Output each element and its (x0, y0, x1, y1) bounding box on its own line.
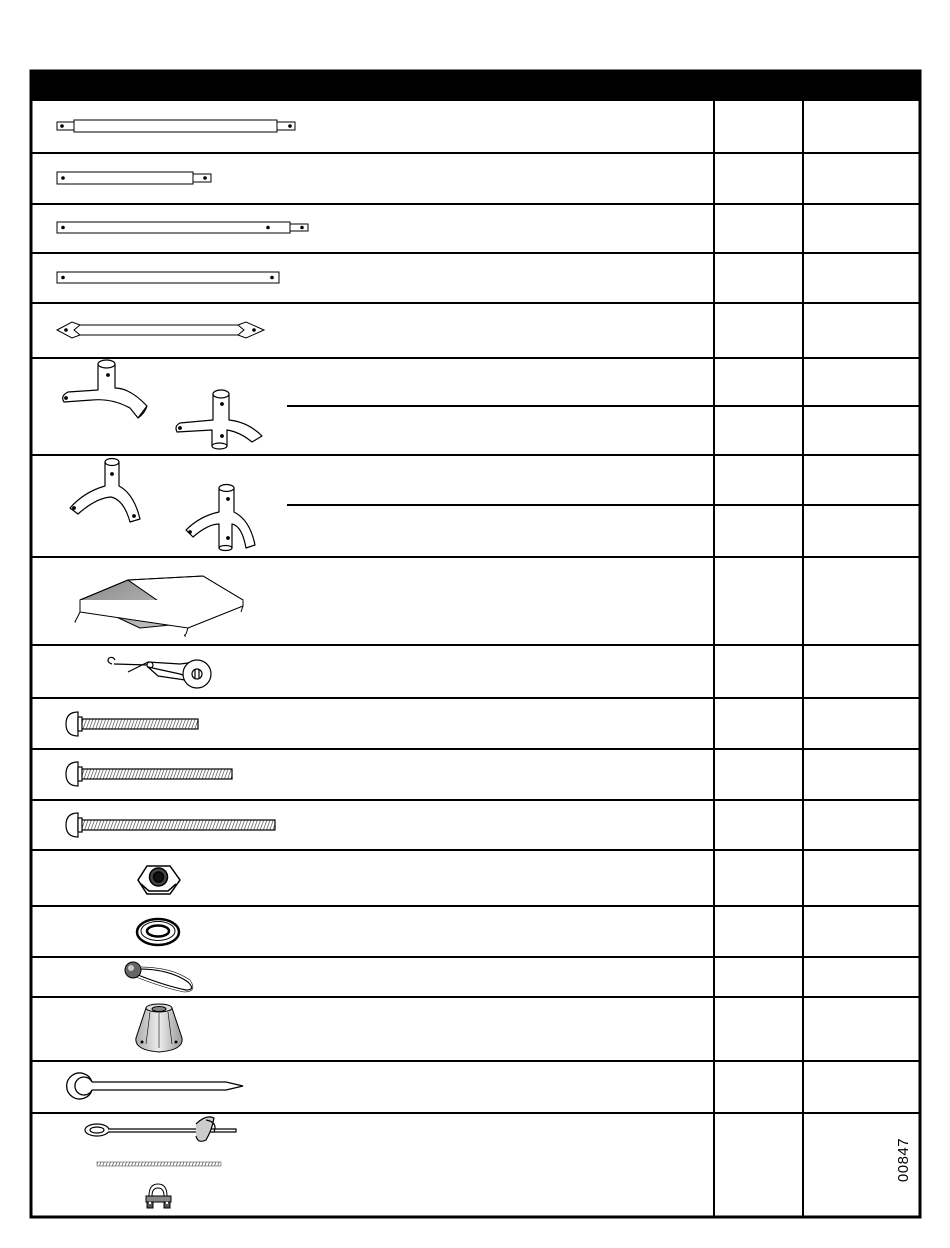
three-way-connector-icon (176, 390, 262, 449)
tensioner-icon (108, 657, 211, 688)
bungee-ball-icon (125, 962, 193, 992)
long-pole-icon (57, 222, 308, 233)
y-connector-icon (186, 485, 255, 551)
bolt-icon (66, 712, 198, 736)
short-pole-icon (57, 120, 295, 132)
y-connector-icon (70, 459, 140, 523)
bolt-icon (66, 762, 232, 786)
auger-anchor-icon (85, 1117, 236, 1141)
short-pole-icon (57, 172, 211, 184)
three-way-connector-icon (63, 360, 147, 418)
canopy-cover-icon (75, 576, 243, 636)
stake-icon (67, 1073, 243, 1099)
washer-icon (137, 919, 179, 945)
document-id: 00847 (895, 1137, 912, 1183)
plain-pole-icon (57, 272, 279, 283)
cable-icon (97, 1162, 221, 1166)
wire-clamp-icon (146, 1184, 171, 1208)
hex-nut-icon (138, 866, 180, 894)
ridge-pole-icon (57, 322, 264, 338)
foot-base-icon (136, 1004, 182, 1052)
bolt-icon (66, 813, 275, 837)
table-header-bar (30, 71, 921, 101)
